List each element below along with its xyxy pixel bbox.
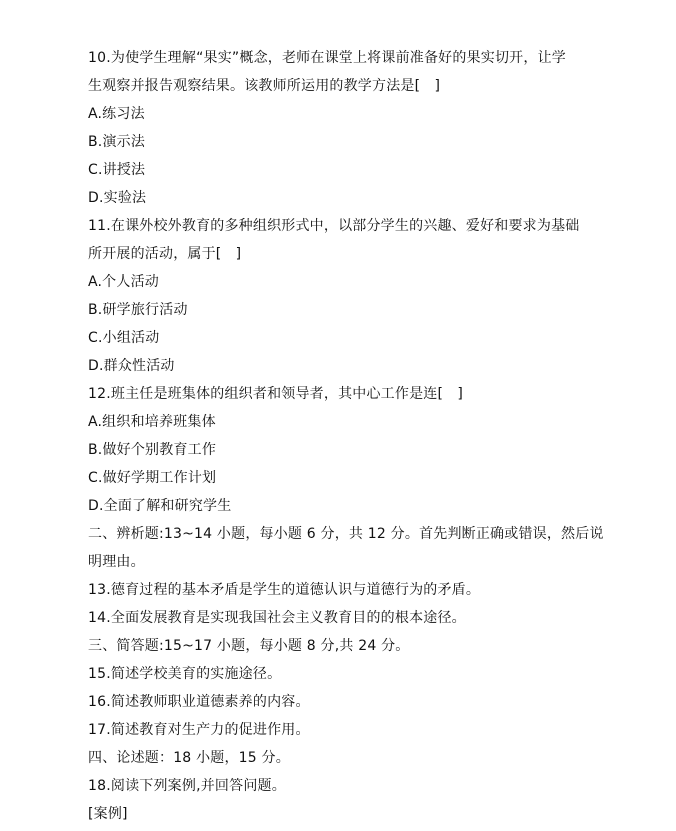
question-12-option-d: D.全面了解和研究学生 (88, 498, 232, 514)
question-12-stem: 12.班主任是班集体的组织者和领导者，其中心工作是连[ ] (88, 386, 463, 402)
question-11-stem-line-1: 11.在课外校外教育的多种组织形式中，以部分学生的兴趣、爱好和要求为基础 (88, 218, 580, 234)
question-12-option-a: A.组织和培养班集体 (88, 414, 216, 430)
question-13: 13.德育过程的基本矛盾是学生的道德认识与道德行为的矛盾。 (88, 582, 481, 598)
question-10-option-c: C.讲授法 (88, 162, 146, 178)
question-10-option-a: A.练习法 (88, 106, 145, 122)
question-18: 18.阅读下列案例,并回答问题。 (88, 778, 286, 794)
question-10-stem-line-2: 生观察并报告观察结果。该教师所运用的教学方法是[ ] (88, 78, 441, 94)
section-2-heading-line-2: 明理由。 (88, 554, 145, 570)
question-11-option-a: A.个人活动 (88, 274, 159, 290)
section-2-heading-line-1: 二、辨析题:13~14 小题，每小题 6 分，共 12 分。首先判断正确或错误，然后说 (88, 526, 604, 542)
question-10-option-b: B.演示法 (88, 134, 146, 150)
question-14: 14.全面发展教育是实现我国社会主义教育目的的根本途径。 (88, 610, 466, 626)
question-11-option-c: C.小组活动 (88, 330, 160, 346)
question-11-option-b: B.研学旅行活动 (88, 302, 188, 318)
question-16: 16.简述教师职业道德素养的内容。 (88, 694, 310, 710)
section-4-heading: 四、论述题：18 小题，15 分。 (88, 750, 290, 766)
section-3-heading: 三、简答题:15~17 小题，每小题 8 分,共 24 分。 (88, 638, 410, 654)
question-11-stem-line-2: 所开展的活动，属于[ ] (88, 246, 242, 262)
question-17: 17.简述教育对生产力的促进作用。 (88, 722, 310, 738)
case-label: [案例] (88, 806, 128, 822)
question-11-option-d: D.群众性活动 (88, 358, 175, 374)
question-12-option-b: B.做好个别教育工作 (88, 442, 217, 458)
question-15: 15.简述学校美育的实施途径。 (88, 666, 282, 682)
document-page (88, 44, 604, 828)
question-10-option-d: D.实验法 (88, 190, 147, 206)
question-10-stem-line-1: 10.为使学生理解“果实”概念，老师在课堂上将课前准备好的果实切开，让学 (88, 50, 566, 66)
question-12-option-c: C.做好学期工作计划 (88, 470, 217, 486)
